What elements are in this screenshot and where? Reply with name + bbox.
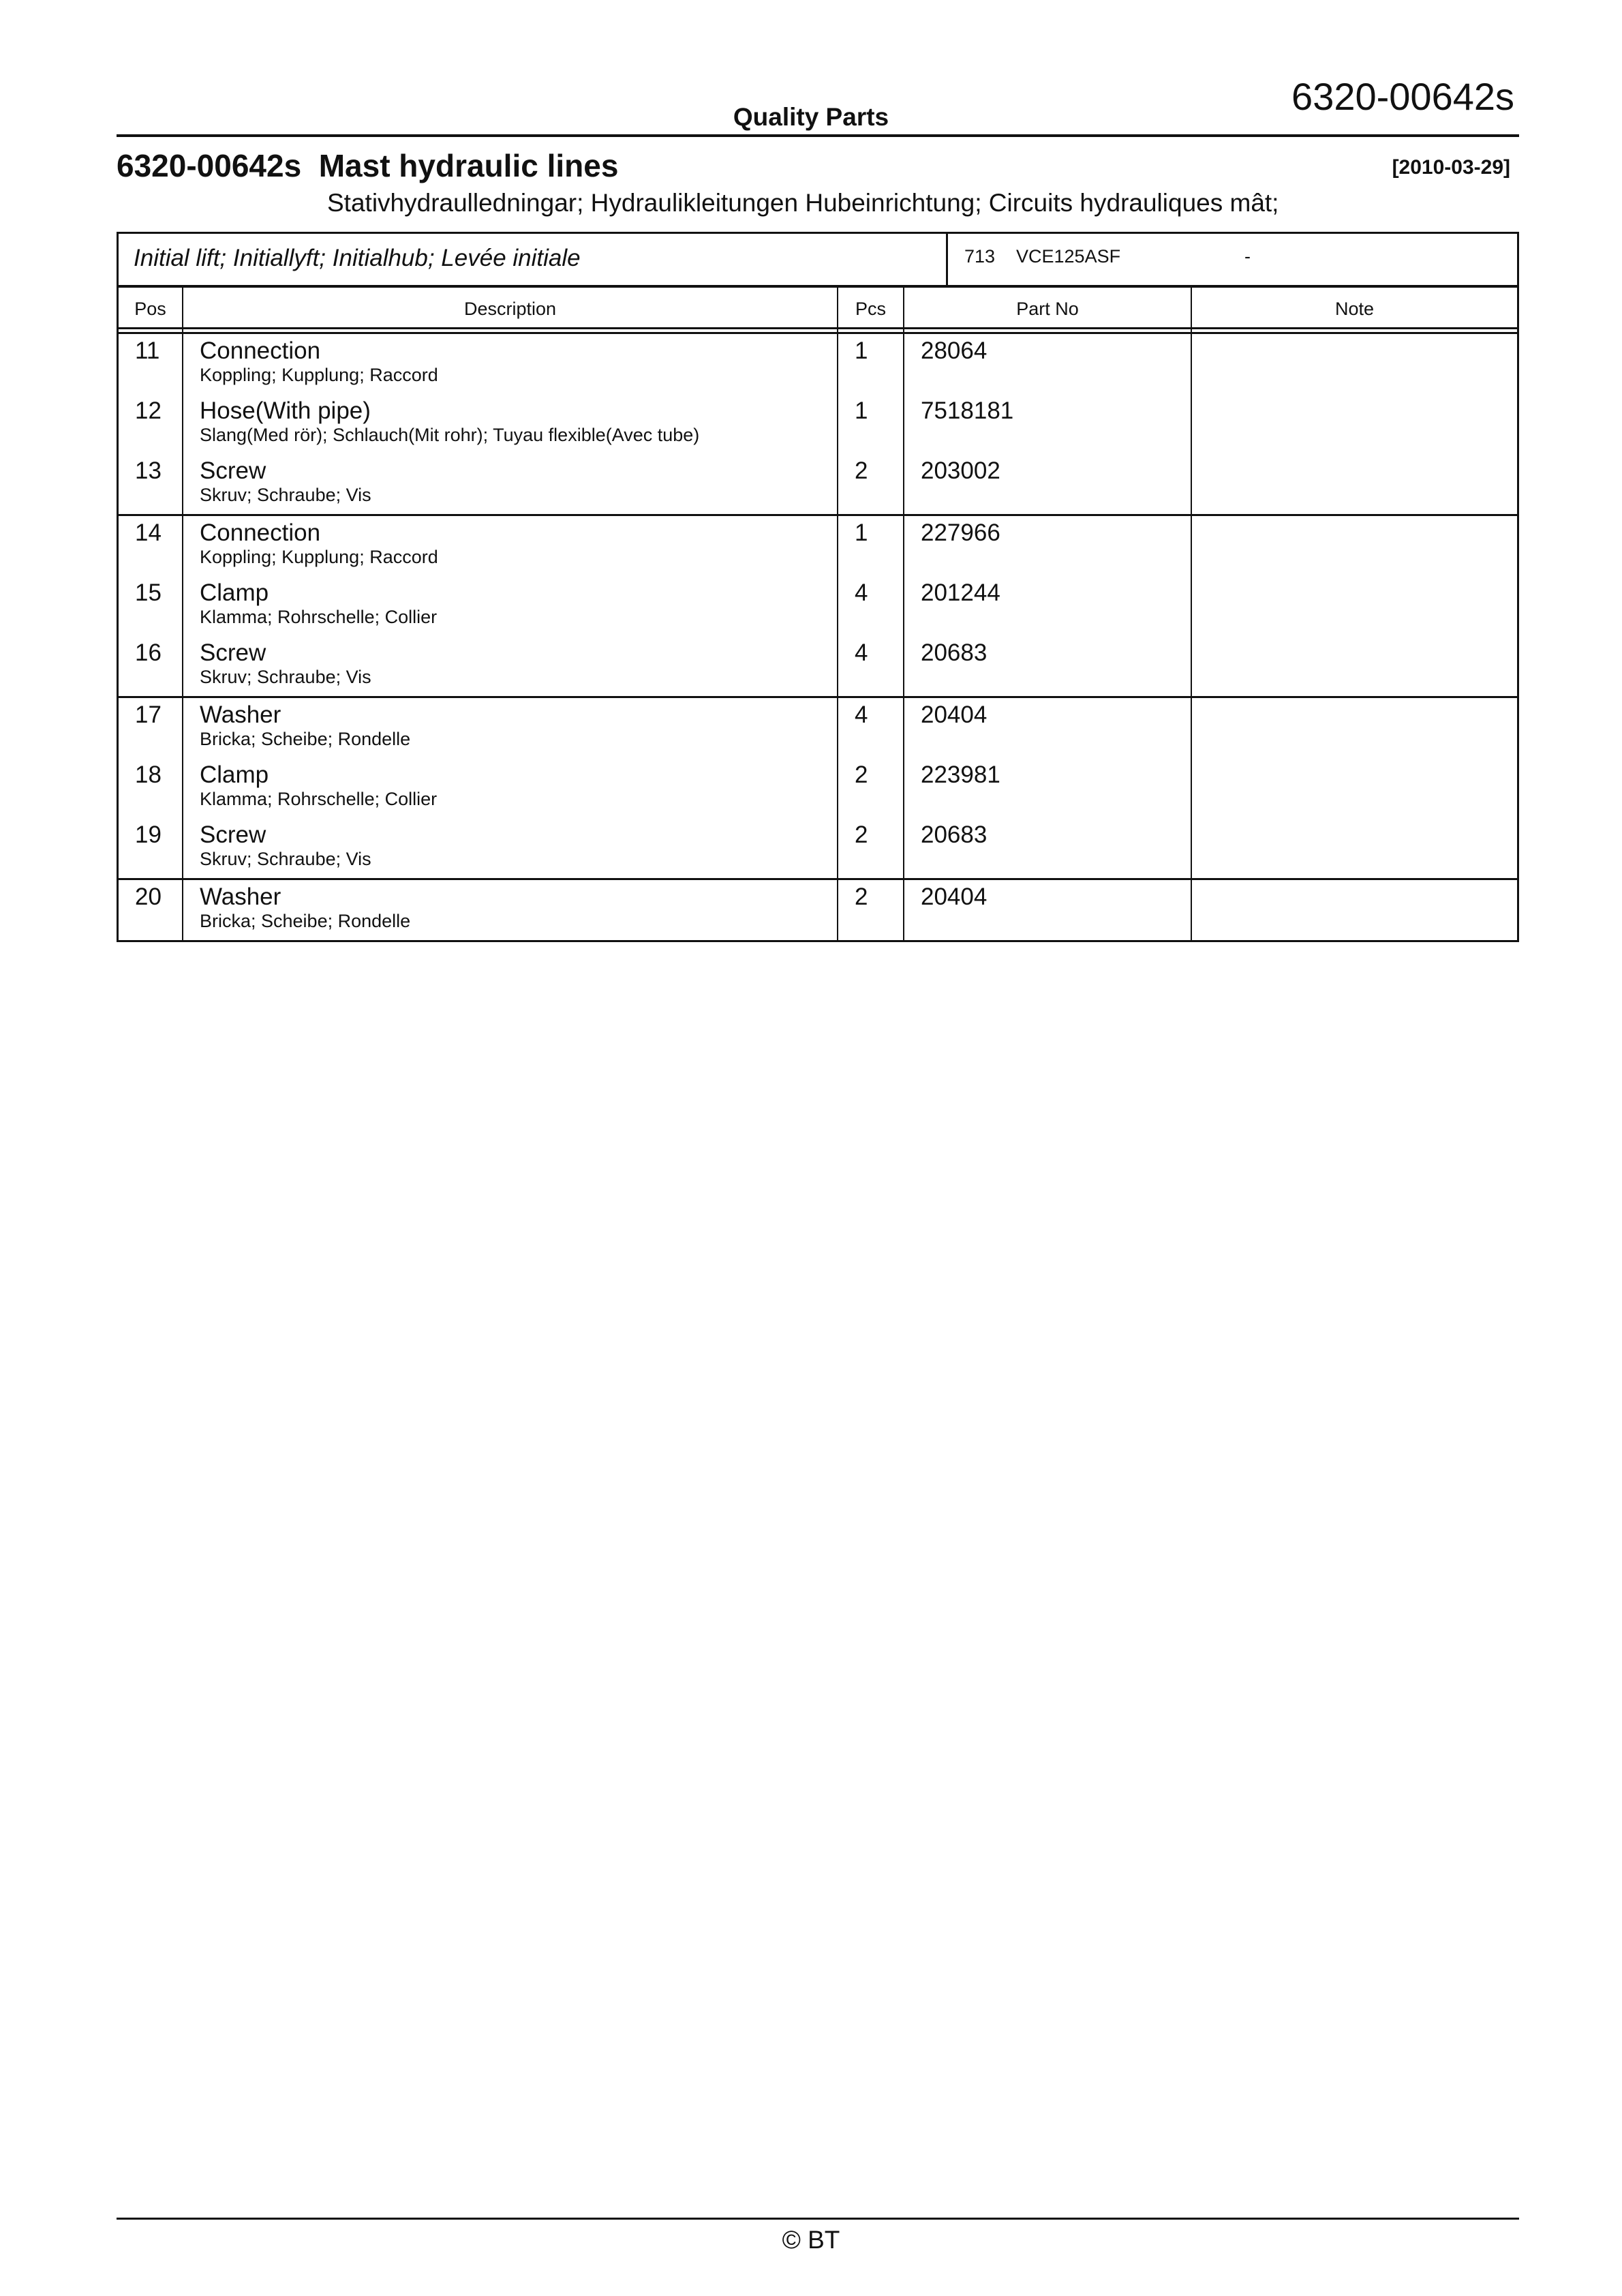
parts-table (117, 232, 1519, 942)
part-name-translations: Bricka; Scheibe; Rondelle (200, 729, 411, 749)
group-model: VCE125ASF (1016, 246, 1121, 267)
part-number: 223981 (921, 761, 1000, 788)
table-cell (1192, 576, 1517, 636)
column-desc (183, 880, 838, 940)
part-number: 201244 (921, 579, 1000, 606)
column-part (904, 698, 1192, 878)
table-cell (1192, 636, 1517, 696)
position-number: 20 (135, 883, 162, 910)
part-number: 20683 (921, 639, 988, 666)
part-name: Screw (200, 821, 266, 848)
column-pcs (838, 516, 904, 696)
part-name: Connection (200, 337, 321, 364)
part-name: Screw (200, 639, 266, 666)
table-cell (838, 454, 903, 514)
table-cell (119, 516, 182, 576)
part-name-translations: Koppling; Kupplung; Raccord (200, 365, 438, 385)
part-name: Washer (200, 883, 281, 910)
title-name: Mast hydraulic lines (318, 148, 619, 183)
part-number: 227966 (921, 519, 1000, 546)
table-cell (183, 394, 837, 454)
column-note (1192, 516, 1517, 696)
page-title (117, 147, 618, 184)
table-cell (119, 636, 182, 696)
column-pcs (838, 698, 904, 878)
group-dash: - (1244, 246, 1251, 267)
table-cell (183, 636, 837, 696)
position-number: 13 (135, 457, 162, 484)
part-number: 20404 (921, 701, 988, 728)
group-info (948, 234, 1517, 285)
table-cell (119, 576, 182, 636)
table-cell (119, 394, 182, 454)
table-cell (183, 698, 837, 758)
quantity: 1 (855, 337, 868, 364)
table-cell (183, 880, 837, 940)
table-cell (838, 516, 903, 576)
part-name: Hose(With pipe) (200, 397, 371, 424)
column-pos (119, 698, 183, 878)
title-translations: Stativhydraulledningar; Hydraulikleitungen Hubeinrichtung; Circuits hydrauliques mât; (327, 189, 1279, 217)
part-name-translations: Klamma; Rohrschelle; Collier (200, 607, 438, 627)
quantity: 1 (855, 397, 868, 424)
table-cell (904, 454, 1191, 514)
table-cell (119, 818, 182, 878)
part-name: Screw (200, 457, 266, 484)
table-cell (838, 334, 903, 394)
position-number: 14 (135, 519, 162, 546)
table-header (119, 288, 1517, 329)
column-desc (183, 698, 838, 878)
footer-divider (117, 2218, 1519, 2220)
quantity: 2 (855, 883, 868, 910)
table-cell (1192, 698, 1517, 758)
group-code: 713 (964, 246, 996, 267)
table-cell (183, 334, 837, 394)
table-cell (1192, 818, 1517, 878)
quantity: 2 (855, 457, 868, 484)
part-name: Washer (200, 701, 281, 728)
quantity: 2 (855, 821, 868, 848)
part-name-translations: Slang(Med rör); Schlauch(Mit rohr); Tuyau flexible(Avec tube) (200, 425, 700, 445)
table-cell (904, 334, 1191, 394)
quantity: 2 (855, 761, 868, 788)
part-number: 7518181 (921, 397, 1014, 424)
part-name: Connection (200, 519, 321, 546)
column-note (1192, 698, 1517, 878)
table-cell (119, 334, 182, 394)
quantity: 4 (855, 701, 868, 728)
column-pos (119, 880, 183, 940)
table-cell (904, 516, 1191, 576)
table-cell (1192, 334, 1517, 394)
col-pos-header: Pos (119, 288, 183, 327)
part-name-translations: Klamma; Rohrschelle; Collier (200, 789, 438, 809)
part-name-translations: Skruv; Schraube; Vis (200, 667, 371, 687)
header-divider (117, 134, 1519, 137)
table-cell (119, 454, 182, 514)
table-cell (1192, 880, 1517, 940)
copyright: © BT (782, 2226, 840, 2254)
table-cell (119, 758, 182, 818)
table-cell (119, 698, 182, 758)
position-number: 16 (135, 639, 162, 666)
quantity: 4 (855, 639, 868, 666)
table-row-group (119, 516, 1517, 698)
table-cell (904, 880, 1191, 940)
quantity: 1 (855, 519, 868, 546)
part-number: 20683 (921, 821, 988, 848)
table-cell (904, 394, 1191, 454)
table-cell (1192, 758, 1517, 818)
section-heading: Quality Parts (733, 103, 889, 131)
part-name-translations: Skruv; Schraube; Vis (200, 485, 371, 505)
column-desc (183, 334, 838, 514)
column-pcs (838, 880, 904, 940)
table-cell (838, 880, 903, 940)
col-note-header: Note (1334, 299, 1375, 319)
position-number: 18 (135, 761, 162, 788)
table-cell (904, 758, 1191, 818)
table-cell (183, 454, 837, 514)
part-name-translations: Bricka; Scheibe; Rondelle (200, 911, 411, 931)
document-number: 6320-00642s (1291, 75, 1514, 118)
table-cell (119, 880, 182, 940)
table-cell (1192, 394, 1517, 454)
table-row-group (119, 880, 1517, 940)
position-number: 11 (135, 337, 160, 364)
position-number: 12 (135, 397, 162, 424)
table-row-group (119, 698, 1517, 880)
table-cell (904, 576, 1191, 636)
table-cell (838, 698, 903, 758)
title-code: 6320-00642s (117, 148, 302, 183)
table-cell (183, 576, 837, 636)
part-name-translations: Skruv; Schraube; Vis (200, 849, 371, 869)
col-description-header: Description (183, 288, 838, 327)
group-label: Initial lift; Initiallyft; Initialhub; Levée initiale (119, 234, 948, 285)
table-cell (183, 516, 837, 576)
table-cell (838, 636, 903, 696)
table-cell (183, 818, 837, 878)
part-name: Clamp (200, 761, 269, 788)
col-partno-header: Part No (904, 288, 1192, 327)
column-part (904, 334, 1192, 514)
part-name: Clamp (200, 579, 269, 606)
table-row-group (119, 334, 1517, 516)
table-cell (1192, 454, 1517, 514)
column-pos (119, 516, 183, 696)
table-body (119, 334, 1517, 940)
position-number: 19 (135, 821, 162, 848)
title-date: [2010-03-29] (1392, 156, 1510, 179)
part-number: 28064 (921, 337, 988, 364)
table-cell (838, 576, 903, 636)
group-row (119, 234, 1517, 288)
header-double-line (119, 329, 1517, 334)
position-number: 15 (135, 579, 162, 606)
table-cell (838, 394, 903, 454)
column-pos (119, 334, 183, 514)
table-cell (904, 818, 1191, 878)
column-note (1192, 334, 1517, 514)
part-number: 203002 (921, 457, 1000, 484)
table-cell (904, 698, 1191, 758)
column-part (904, 880, 1192, 940)
column-pcs (838, 334, 904, 514)
table-cell (904, 636, 1191, 696)
position-number: 17 (135, 701, 162, 728)
column-desc (183, 516, 838, 696)
column-note (1192, 880, 1517, 940)
part-number: 20404 (921, 883, 988, 910)
col-pcs-header: Pcs (838, 288, 904, 327)
part-name-translations: Koppling; Kupplung; Raccord (200, 547, 438, 567)
table-cell (838, 758, 903, 818)
quantity: 4 (855, 579, 868, 606)
table-cell (1192, 516, 1517, 576)
table-cell (838, 818, 903, 878)
table-cell (183, 758, 837, 818)
column-part (904, 516, 1192, 696)
